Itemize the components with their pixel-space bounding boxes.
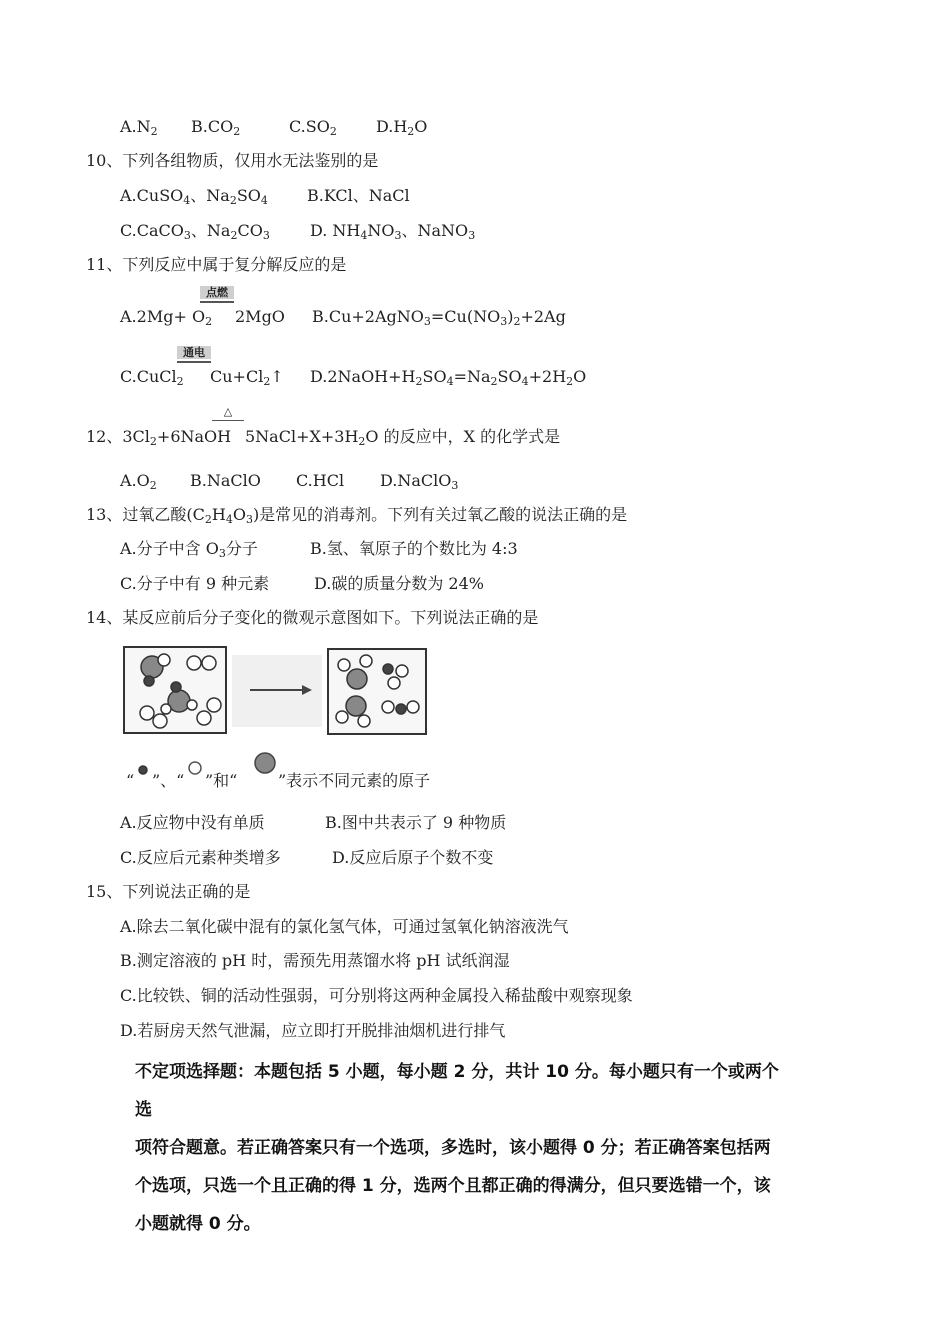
instruction-line-4: 小题就得 0 分。	[135, 1214, 261, 1234]
q9-option-c: $C.SO_2$	[289, 117, 337, 138]
instruction-line-3: 个选项，只选一个且正确的得 1 分，选两个且都正确的得满分，但只要选错一个，该	[135, 1176, 771, 1196]
reaction-condition-ignite: 点燃	[200, 286, 234, 303]
instruction-line-1: 不定项选择题：本题包括 5 小题，每小题 2 分，共计 10 分。每小题只有一个或两个选	[135, 1062, 779, 1120]
q10-option-c: C.CaCO$_3$、$Na_2CO_3$	[120, 221, 270, 242]
q12-option-d: D.NaClO$_3$	[380, 471, 459, 492]
q15-option-d: D.若厨房天然气泄漏，应立即打开脱排油烟机进行排气	[120, 1021, 506, 1040]
legend-description: ”表示不同元素的原子	[278, 771, 431, 790]
q15-stem: 15、下列说法正确的是	[86, 882, 251, 901]
q10-stem: 10、下列各组物质，仅用水无法鉴别的是	[86, 151, 379, 170]
q9-option-b: $B.CO_2$	[191, 117, 241, 138]
q15-option-c: C.比较铁、铜的活动性强弱，可分别将这两种金属投入稀盐酸中观察现象	[120, 986, 633, 1005]
reaction-condition-electrolysis: 通电	[177, 346, 211, 363]
q9-option-d: $D.H_2O$	[376, 117, 428, 138]
q12-option-a: $A.O_2$	[120, 471, 157, 492]
q14-option-c: C.反应后元素种类增多	[120, 848, 281, 867]
q9-option-a: $A.N_2$	[120, 117, 158, 138]
q14-stem: 14、某反应前后分子变化的微观示意图如下。下列说法正确的是	[86, 608, 539, 627]
legend-separator-1: ”、“	[152, 771, 185, 790]
large-gray-atom-icon	[252, 750, 278, 776]
instruction-line-2: 项符合题意。若正确答案只有一个选项，多选时，该小题得 0 分；若正确答案包括两	[135, 1138, 771, 1158]
q12-stem-right: $5NaCl+X+3H_2O$ 的反应中，X 的化学式是	[245, 427, 561, 448]
q10-option-b: B.KCl、NaCl	[307, 186, 410, 205]
q15-option-a: A.除去二氧化碳中混有的氯化氢气体，可通过氢氧化钠溶液洗气	[120, 917, 569, 936]
q12-option-c: C.HCl	[296, 471, 345, 490]
q13-stem: 13、过氧乙酸$(C_2H_4O_3)$是常见的消毒剂。下列有关过氧乙酸的说法正确的是	[86, 505, 628, 526]
q11-option-d: $D.2NaOH+H_2SO_4=Na_2SO_4+2H_2O$	[310, 367, 587, 388]
q13-option-a: A.分子中含 $O_3$分子	[120, 539, 258, 560]
small-dark-atom-icon	[136, 763, 150, 777]
q14-option-a: A.反应物中没有单质	[120, 813, 265, 832]
legend-quote-open: “	[126, 771, 135, 790]
q14-option-b: B.图中共表示了 9 种物质	[325, 813, 507, 832]
q13-option-b: B.氢、氧原子的个数比为 4:3	[310, 539, 518, 558]
q10-option-a: A.CuSO$_4$、$Na_2SO_4$	[120, 186, 268, 207]
legend-separator-2: ”和“	[205, 771, 238, 790]
q15-option-b: B.测定溶液的 pH 时，需预先用蒸馏水将 pH 试纸润湿	[120, 951, 510, 970]
q13-option-c: C.分子中有 9 种元素	[120, 574, 270, 593]
q11-stem: 11、下列反应中属于复分解反应的是	[86, 255, 347, 274]
q11-option-c-right: $Cu+Cl_2↑$	[210, 367, 284, 388]
q10-option-d: D. $NH_4NO_3$、NaNO$_3$	[310, 221, 476, 242]
q11-option-c-left: C.CuCl$_2$	[120, 367, 184, 388]
reaction-micro-diagram	[120, 643, 430, 738]
q11-option-b: $B.Cu+2AgNO_3=Cu(NO_3)_2+2Ag$	[312, 307, 566, 328]
reaction-condition-heat: △	[212, 405, 244, 421]
q14-option-d: D.反应后原子个数不变	[332, 848, 494, 867]
q11-option-a-left: $A.2Mg+ O_2$	[120, 307, 213, 328]
q12-option-b: B.NaClO	[190, 471, 261, 490]
section-instruction	[135, 1053, 785, 1243]
q12-stem: 12、$3Cl_2+6NaOH$ △ $5NaCl+X+3H_2O$ 的反应中，X 的化学式是	[86, 405, 561, 448]
reaction-arrow	[232, 655, 322, 727]
white-atom-icon	[186, 759, 204, 777]
q11-option-a-right: 2MgO	[235, 307, 285, 326]
q13-option-d: D.碳的质量分数为 24%	[314, 574, 484, 593]
